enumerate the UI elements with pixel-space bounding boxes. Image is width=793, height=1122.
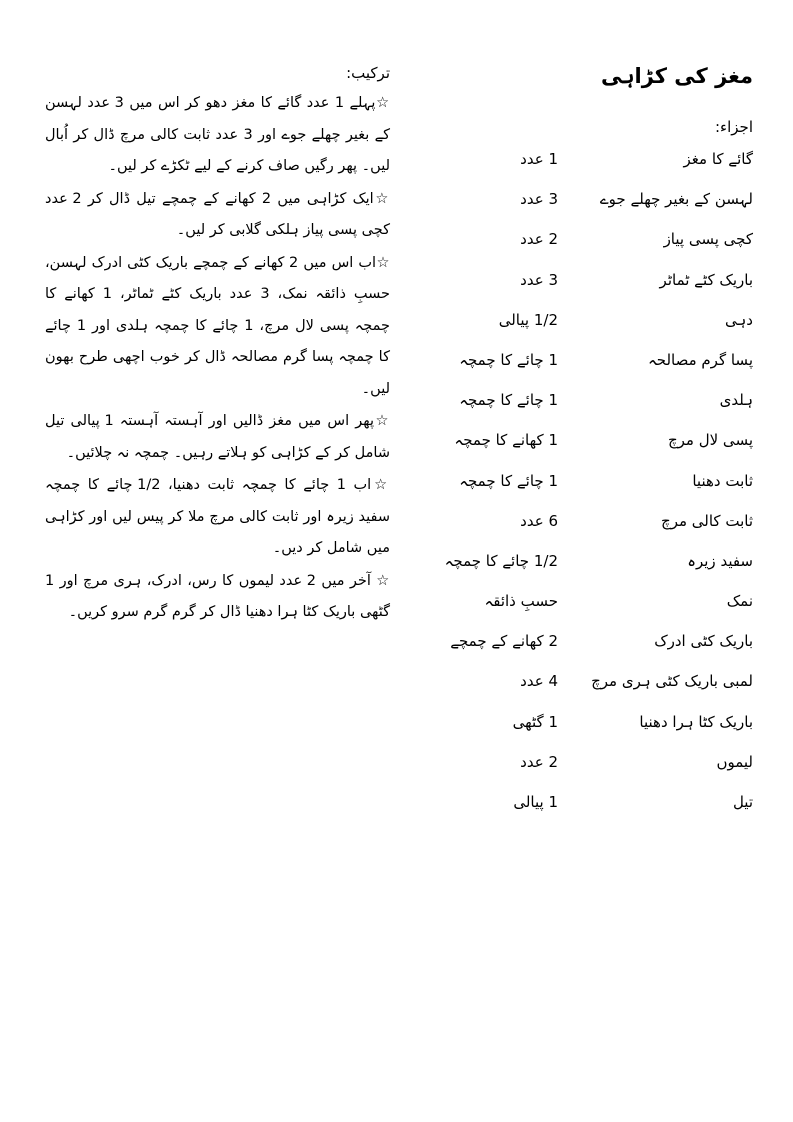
ingredient-quantity: 1 گٹھی [512,712,558,731]
method-heading: ترکیب: [346,64,390,82]
ingredient-quantity: 2 کھانے کے چمچے [450,632,558,651]
ingredient-name: لمبی باریک کٹی ہری مرچ [591,672,753,691]
ingredients-heading: اجزاء: [715,118,753,136]
ingredient-name: ثابت کالی مرچ [661,511,753,530]
ingredient-quantity: 1 چائے کا چمچہ [459,471,558,490]
method-step: ☆ایک کڑاہی میں 2 کھانے کے چمچے تیل ڈال کر 2 عدد کچی پسی پیاز ہلکی گلابی کر لیں۔ [45,190,391,238]
ingredients-list [423,144,753,827]
recipe-title: مغز کی کڑاہی [600,64,753,88]
method-step: ☆ آخر میں 2 عدد لیموں کا رس، ادرک، ہری مرچ اور 1 گٹھی باریک کٹا ہرا دھنیا ڈال کر گرم گرم سرو کریں۔ [45,572,391,620]
method-step: ☆اب اس میں 2 کھانے کے چمچے باریک کٹی ادرک لہسن، حسبِ ذائقہ نمک، 3 عدد باریک کٹے ٹماٹر، 1 کھانے کا چمچہ پسی لال مرچ، 1 چائے کا چمچہ ہلدی اور 1 چائے کا چمچہ پسا گرم مصالحہ ڈال کر خوب اچھی طرح بھون لیں۔ [45,254,391,397]
ingredient-row [423,747,753,787]
ingredient-quantity: 6 عدد [520,511,558,530]
ingredient-row [423,144,753,184]
ingredient-row [423,707,753,747]
ingredient-name: باریک کٹی ادرک [654,632,753,651]
ingredient-quantity: 1 عدد [520,150,558,168]
ingredient-row [423,224,753,264]
ingredient-row [423,305,753,345]
ingredient-name: ثابت دھنیا [692,471,753,490]
ingredient-quantity: 2 عدد [520,752,558,771]
ingredient-name: گائے کا مغز [683,150,753,168]
ingredient-row [423,546,753,586]
method-step: ☆اب 1 چائے کا چمچہ ثابت دھنیا، 1/2 چائے کا چمچہ سفید زیرہ اور ثابت کالی مرچ ملا کر پیس لیں اور کڑاہی میں شامل کر دیں۔ [45,477,391,556]
method-step: ☆پہلے 1 عدد گائے کا مغز دھو کر اس میں 3 عدد لہسن کے بغیر چھلے جوے اور 3 عدد ثابت کالی مرچ ڈال کر اُبال لیں۔ پھر رگیں صاف کرنے کے لیے ٹکڑے کر لیں۔ [45,95,391,174]
ingredient-name: پسی لال مرچ [667,431,753,450]
ingredient-quantity: 4 عدد [520,672,558,691]
ingredients-column [423,60,753,827]
ingredient-row [423,666,753,706]
ingredient-name: سفید زیرہ [687,551,753,570]
ingredient-row [423,466,753,506]
ingredient-row [423,626,753,666]
ingredient-row [423,586,753,626]
ingredient-quantity: 1/2 پیالی [498,310,558,329]
ingredient-quantity: 3 عدد [520,190,558,209]
ingredient-quantity: 1 چائے کا چمچہ [459,391,558,410]
method-step: ☆پھر اس میں مغز ڈالیں اور آہستہ آہستہ 1 پیالی تیل شامل کر کے کڑاہی کو ہلاتے رہیں۔ چمچہ نہ چلائیں۔ [45,413,390,461]
ingredient-row [423,425,753,465]
ingredient-quantity: 3 عدد [520,270,558,289]
ingredient-name: پسا گرم مصالحہ [647,350,753,369]
ingredient-name: ہلدی [719,391,753,410]
ingredient-name: کچی پسی پیاز [663,230,753,249]
ingredient-row [423,506,753,546]
ingredient-name: لہسن کے بغیر چھلے جوے [599,190,753,209]
ingredient-row [423,787,753,827]
ingredient-name: نمک [726,592,753,611]
ingredient-quantity: 1 چائے کا چمچہ [459,350,558,369]
ingredient-quantity: 1 پیالی [513,793,558,811]
ingredient-name: باریک کٹے ٹماٹر [659,270,753,289]
ingredient-row [423,265,753,305]
ingredient-name: باریک کٹا ہرا دھنیا [639,712,753,731]
ingredient-row [423,345,753,385]
ingredient-name: تیل [732,793,753,811]
ingredient-quantity: 1/2 چائے کا چمچہ [444,551,558,570]
method-column [45,60,390,630]
ingredient-quantity: حسبِ ذائقہ [484,592,558,611]
ingredient-name: دہی [725,310,753,329]
ingredient-name: لیموں [716,752,753,771]
ingredient-quantity: 1 کھانے کا چمچہ [454,431,558,450]
ingredient-row [423,184,753,224]
method-steps [45,88,390,629]
ingredient-quantity: 2 عدد [520,230,558,249]
ingredient-row [423,385,753,425]
